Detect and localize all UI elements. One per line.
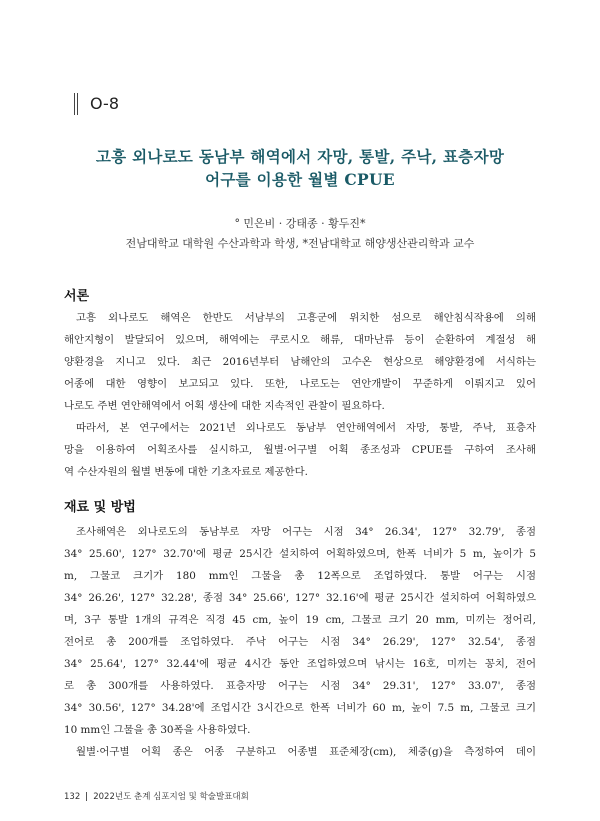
authors: ° 민은비 · 강태종 · 황두진* xyxy=(234,217,366,230)
paragraph-line: 34° 30.56', 127° 34.28'에 조업시간 3시간으로 한폭 너비가 60 m, 높이 7.5 m, 그물코 크기 xyxy=(64,702,536,714)
paragraph-line: 10 mm인 그물을 총 30폭을 사용하였다. xyxy=(64,724,251,736)
paragraph-line: 조사해역은 외나로도의 동남부로 자망 어구는 시점 34° 26.34', 127° 32.79', 종점 xyxy=(76,526,536,538)
paragraph-line: 망을 이용하여 어획조사를 실시하고, 월별·어구별 어획 종조성과 CPUE를 구하여 조사해 xyxy=(64,444,536,456)
title-line-1: 고흥 외나로도 동남부 해역에서 자망, 통발, 주낙, 표층자망 xyxy=(95,147,505,166)
section-body-methods xyxy=(64,521,536,763)
paragraph-line: 해안지형이 발달되어 있으며, 해역에는 쿠로시오 해류, 대마난류 등이 순환하여 계절성 해 xyxy=(64,334,536,346)
paragraph-line: 따라서, 본 연구에서는 2021년 외나로도 동남부 연안해역에서 자망, 통발, 주낙, 표층자 xyxy=(76,422,536,434)
paragraph-line: 고흥 외나로도 해역은 한반도 서남부의 고흥군에 위치한 섬으로 해안침식작용에 의해 xyxy=(76,312,536,324)
paragraph-line: 로 총 300개를 사용하였다. 표층자망 어구는 시점 34° 29.31', 127° 33.07', 종점 xyxy=(64,680,536,692)
paragraph-line: 전어로 총 200개를 조업하였다. 주낙 어구는 시점 34° 26.29', 127° 32.54', 종점 xyxy=(64,636,536,648)
footer-divider xyxy=(86,792,87,801)
page-footer xyxy=(64,790,249,802)
event-name: 2022년도 춘계 심포지엄 및 학술발표대회 xyxy=(93,792,249,802)
title-line-2: 어구를 이용한 월별 CPUE xyxy=(205,170,395,189)
paragraph-line: 나로도 주변 연안해역에서 어획 생산에 대한 지속적인 관찰이 필요하다. xyxy=(64,400,385,412)
paragraph-line: m, 그물코 크기가 180 mm인 그물을 총 12폭으로 조업하였다. 통발 어구는 시점 xyxy=(64,570,536,582)
paragraph-line: 34° 25.64', 127° 32.44'에 평균 4시간 동안 조업하였으며 낚시는 16호, 미끼는 꽁치, 전어 xyxy=(64,658,536,670)
paragraph-line: 34° 26.26', 127° 32.28', 종점 34° 25.66', 127° 32.16'에 평균 25시간 설치하여 어획하였으 xyxy=(64,592,536,604)
paragraph-line: 월별·어구별 어획 종은 어종 구분하고 어종별 표준체장(cm), 체중(g)을 측정하여 데이 xyxy=(76,746,536,758)
paragraph-line: 어종에 대한 영향이 보고되고 있다. 또한, 나로도는 연안개발이 꾸준하게 이뤄지고 있어 xyxy=(64,378,536,390)
section-body-intro xyxy=(64,307,536,483)
paragraph-line: 며, 3구 통발 1개의 규격은 직경 45 cm, 높이 19 cm, 그물코 크기 20 mm, 미끼는 정어리, xyxy=(64,614,536,626)
presentation-code: O-8 xyxy=(77,93,119,115)
paragraph-line: 양환경을 지니고 있다. 최근 2016년부터 남해안의 고수온 현상으로 해양환경에 서식하는 xyxy=(64,356,536,368)
paragraph-line: 역 수산자원의 월별 변동에 대한 기초자료로 제공한다. xyxy=(64,466,308,478)
page-number: 132 xyxy=(64,792,81,802)
section-heading-intro: 서론 xyxy=(64,289,90,304)
section-heading-methods: 재료 및 방법 xyxy=(64,500,136,515)
paragraph-line: 34° 25.60', 127° 32.70'에 평균 25시간 설치하여 어획하였으며, 한폭 너비가 5 m, 높이가 5 xyxy=(64,548,536,560)
affiliation: 전남대학교 대학원 수산과학과 학생, *전남대학교 해양생산관리학과 교수 xyxy=(125,237,475,250)
